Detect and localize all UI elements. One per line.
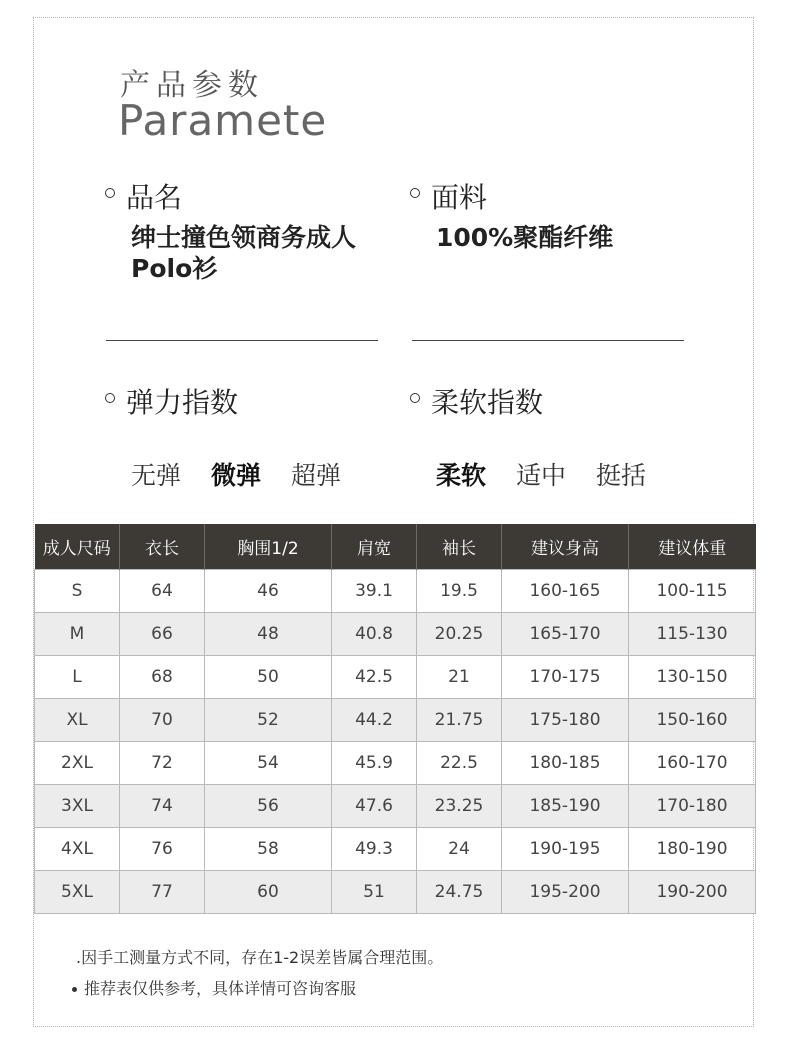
table-header-cell: 肩宽 — [332, 524, 417, 570]
size-table — [34, 524, 756, 914]
page-title-cn: 产品参数 — [120, 68, 264, 103]
table-cell: 180-190 — [629, 828, 756, 871]
table-cell: 44.2 — [332, 699, 417, 742]
table-cell: 130-150 — [629, 656, 756, 699]
table-cell: L — [35, 656, 120, 699]
table-header-cell: 胸围1/2 — [205, 524, 332, 570]
table-cell: 39.1 — [332, 570, 417, 613]
param-label: 柔软指数 — [431, 386, 544, 419]
param-label: 品名 — [126, 181, 183, 214]
table-row — [35, 699, 756, 742]
param-label: 面料 — [431, 181, 488, 214]
table-cell: 24.75 — [417, 871, 502, 914]
param-product-name — [105, 176, 375, 284]
table-cell: 4XL — [35, 828, 120, 871]
param-value-line: 绅士撞色领商务成人 — [131, 223, 357, 252]
table-cell: 66 — [120, 613, 205, 656]
note-text: 推荐表仅供参考，具体详情可咨询客服 — [84, 979, 357, 998]
table-cell: 22.5 — [417, 742, 502, 785]
param-softness — [410, 381, 543, 421]
table-cell: 160-170 — [629, 742, 756, 785]
table-cell: 175-180 — [502, 699, 629, 742]
table-row — [35, 656, 756, 699]
table-cell: S — [35, 570, 120, 613]
param-value-line: Polo衫 — [131, 254, 218, 283]
table-cell: 150-160 — [629, 699, 756, 742]
table-header-cell: 成人尺码 — [35, 524, 120, 570]
table-cell: 190-195 — [502, 828, 629, 871]
table-cell: 50 — [205, 656, 332, 699]
table-cell: 49.3 — [332, 828, 417, 871]
table-cell: 115-130 — [629, 613, 756, 656]
table-cell: 180-185 — [502, 742, 629, 785]
table-header-cell: 建议身高 — [502, 524, 629, 570]
table-header-row — [35, 524, 756, 570]
param-value: 100%聚酯纤维 — [436, 223, 614, 252]
table-row — [35, 828, 756, 871]
circle-bullet-icon — [410, 188, 420, 198]
circle-bullet-icon — [105, 393, 115, 403]
table-row — [35, 570, 756, 613]
table-cell: 54 — [205, 742, 332, 785]
table-cell: 42.5 — [332, 656, 417, 699]
table-cell: 170-175 — [502, 656, 629, 699]
table-cell: 45.9 — [332, 742, 417, 785]
table-cell: 68 — [120, 656, 205, 699]
table-cell: 21 — [417, 656, 502, 699]
table-cell: 64 — [120, 570, 205, 613]
param-elasticity — [105, 381, 238, 421]
table-cell: 77 — [120, 871, 205, 914]
table-row — [35, 742, 756, 785]
table-cell: 40.8 — [332, 613, 417, 656]
table-cell: 72 — [120, 742, 205, 785]
table-cell: 170-180 — [629, 785, 756, 828]
scale-option: 挺括 — [596, 461, 647, 490]
page-title-en: Paramete — [118, 96, 328, 145]
bullet-dot-icon — [72, 987, 77, 992]
divider — [412, 340, 684, 341]
softness-scale — [436, 456, 676, 492]
table-cell: XL — [35, 699, 120, 742]
table-row — [35, 613, 756, 656]
param-label: 弹力指数 — [126, 386, 239, 419]
table-cell: 195-200 — [502, 871, 629, 914]
table-cell: 47.6 — [332, 785, 417, 828]
table-row — [35, 871, 756, 914]
table-row — [35, 785, 756, 828]
table-cell: 70 — [120, 699, 205, 742]
table-cell: 3XL — [35, 785, 120, 828]
elasticity-scale — [131, 456, 371, 492]
table-header-cell: 袖长 — [417, 524, 502, 570]
scale-option: 柔软 — [436, 461, 487, 490]
table-cell: 56 — [205, 785, 332, 828]
scale-option: 无弹 — [131, 461, 182, 490]
table-cell: 160-165 — [502, 570, 629, 613]
circle-bullet-icon — [105, 188, 115, 198]
table-cell: 100-115 — [629, 570, 756, 613]
table-cell: 5XL — [35, 871, 120, 914]
table-cell: 46 — [205, 570, 332, 613]
table-cell: M — [35, 613, 120, 656]
table-cell: 190-200 — [629, 871, 756, 914]
divider — [106, 340, 378, 341]
scale-option: 适中 — [516, 461, 567, 490]
param-value — [131, 222, 375, 284]
table-cell: 21.75 — [417, 699, 502, 742]
table-header-cell: 建议体重 — [629, 524, 756, 570]
note-reference — [72, 976, 356, 999]
circle-bullet-icon — [410, 393, 420, 403]
table-cell: 76 — [120, 828, 205, 871]
table-cell: 23.25 — [417, 785, 502, 828]
table-cell: 19.5 — [417, 570, 502, 613]
table-cell: 185-190 — [502, 785, 629, 828]
table-cell: 20.25 — [417, 613, 502, 656]
table-cell: 24 — [417, 828, 502, 871]
table-cell: 51 — [332, 871, 417, 914]
scale-option: 微弹 — [211, 461, 262, 490]
table-cell: 60 — [205, 871, 332, 914]
table-cell: 74 — [120, 785, 205, 828]
table-cell: 48 — [205, 613, 332, 656]
scale-option: 超弹 — [291, 461, 342, 490]
param-fabric — [410, 176, 690, 253]
table-cell: 165-170 — [502, 613, 629, 656]
table-cell: 52 — [205, 699, 332, 742]
note-measurement: .因手工测量方式不同，存在1-2误差皆属合理范围。 — [76, 948, 444, 967]
table-cell: 58 — [205, 828, 332, 871]
table-cell: 2XL — [35, 742, 120, 785]
table-header-cell: 衣长 — [120, 524, 205, 570]
